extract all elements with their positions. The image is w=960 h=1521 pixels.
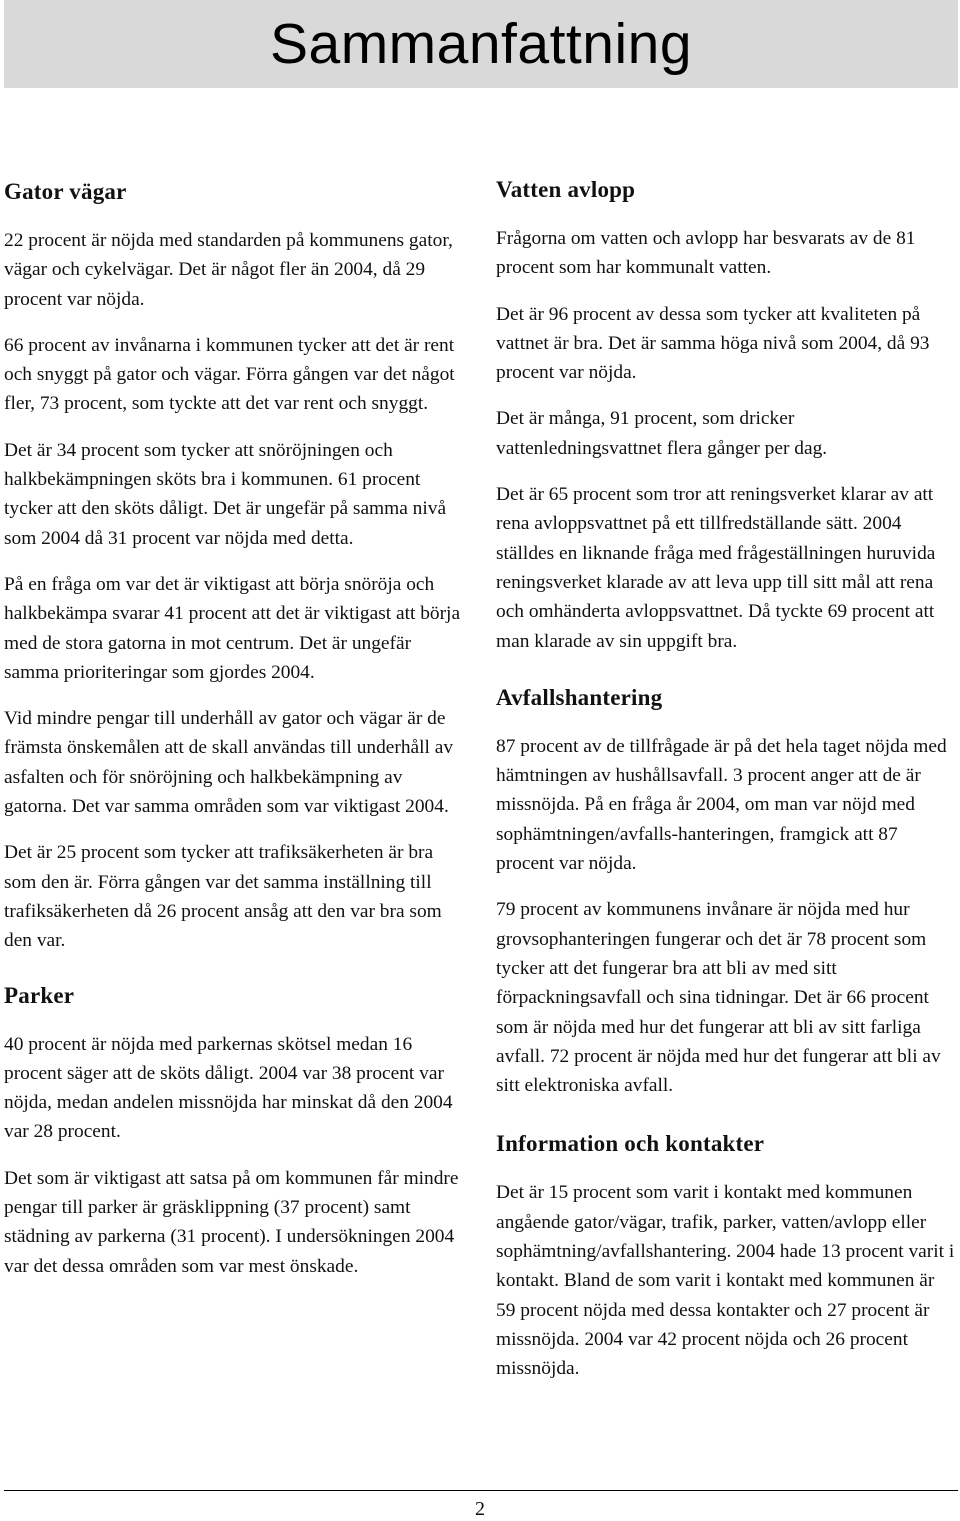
paragraph: Det är 25 procent som tycker att trafiksäkerheten är bra som den är. Förra gången var det samma inställning till trafiksäkerheten då 26 procent ansåg att den var bra som den var. <box>4 842 442 952</box>
paragraph: Det är 96 procent av dessa som tycker att kvaliteten på vattnet är bra. Det är samma höga nivå som 2004, då 93 procent var nöjda. <box>496 303 930 384</box>
paragraph: 40 procent är nöjda med parkernas skötsel medan 16 procent säger att de sköts dåligt. 2004 var 38 procent var nöjda, medan andelen missnöjda har minskat då den 2004 var 28 procent. <box>4 1033 453 1143</box>
paragraph: Det som är viktigast att satsa på om kommunen får mindre pengar till parker är gräsklippning (37 procent) samt städning av parkerna (31 procent). I undersökningen 2004 var det dessa områden som var mest önskade. <box>4 1167 459 1277</box>
paragraph: 66 procent av invånarna i kommunen tycker att det är rent och snyggt på gator och vägar. Förra gången var det något fler, 73 procent, som tyckte att det var rent och snyggt. <box>4 334 455 415</box>
paragraph: Det är 65 procent som tror att reningsverket klarar av att rena avloppsvattnet på ett tillfredställande sätt. 2004 ställdes en liknande fråga med frågeställningen huruvida reningsverket klarade av att leva upp till sitt mål att rena och omhänderta avloppsvattnet. Då tyckte 69 procent att man klarade av sin uppgift bra. <box>496 484 936 652</box>
paragraph: På en fråga om var det är viktigast att börja snöröja och halkbekämpa svarar 41 procent att det är viktigast att börja med de stora gatorna in mot centrum. Det är ungefär samma prioriteringar som gjordes 2004. <box>4 573 461 683</box>
footer-divider <box>4 1490 958 1491</box>
section-heading-information: Information och kontakter <box>496 1131 765 1157</box>
paragraph: 79 procent av kommunens invånare är nöjda med hur grovsophanteringen fungerar och det är 78 procent som tycker att det fungerar bra att bli av med sitt förpackningsavfall och sina tidningar. Det är 66 procent som är nöjda med hur det fungerar att bli av sitt farliga avfall. 72 procent är nöjda med hur det fungerar att bli av sitt elektroniska avfall. <box>496 899 941 1097</box>
paragraph: Det är många, 91 procent, som dricker vattenledningsvattnet flera gånger per dag. <box>496 408 828 459</box>
section-heading-avfall: Avfallshantering <box>496 684 663 710</box>
paragraph: Det är 15 procent som varit i kontakt med kommunen angående gator/vägar, trafik, parker, vatten/avlopp eller sophämtning/avfallshantering. 2004 hade 13 procent varit i kontakt. Bland de som varit i kontakt med kommunen är 59 procent nöjda med dessa kontakter och 27 procent är missnöjda. 2004 var 42 procent nöjda och 26 procent missnöjda. <box>496 1182 955 1380</box>
paragraph: 22 procent är nöjda med standarden på kommunens gator, vägar och cykelvägar. Det är något fler än 2004, då 29 procent var nöjda. <box>4 230 453 310</box>
page-number: 2 <box>475 1498 485 1520</box>
paragraph: Frågorna om vatten och avlopp har besvarats av de 81 procent som har kommunalt vatten. <box>496 228 916 279</box>
title-banner <box>4 0 958 88</box>
page-title: Sammanfattning <box>269 12 693 76</box>
paragraph: Det är 34 procent som tycker att snöröjningen och halkbekämpningen sköts bra i kommunen. 61 procent tycker att den sköts dåligt. Det är ungefär på samma nivå som 2004 då 31 procent var nöjda med detta. <box>4 439 447 549</box>
left-column <box>4 172 470 1298</box>
section-heading-gator: Gator vägar <box>4 179 127 204</box>
paragraph: 87 procent av de tillfrågade är på det hela taget nöjda med hämtningen av hushållsavfall. 3 procent anger att de är missnöjda. På en fråga år 2004, om man var nöjd med sophämtningen/avfalls-hanteringen, framgick att 87 procent var nöjda. <box>496 735 947 875</box>
paragraph: Vid mindre pengar till underhåll av gator och vägar är de främsta önskemålen att de skall användas till underhåll av asfalten och för snöröjning och halkbekämpning av gatorna. Det var samma områden som var viktigast 2004. <box>4 708 454 818</box>
section-heading-parker: Parker <box>4 982 75 1008</box>
section-heading-vatten: Vatten avlopp <box>496 177 636 202</box>
right-column <box>496 170 958 1401</box>
